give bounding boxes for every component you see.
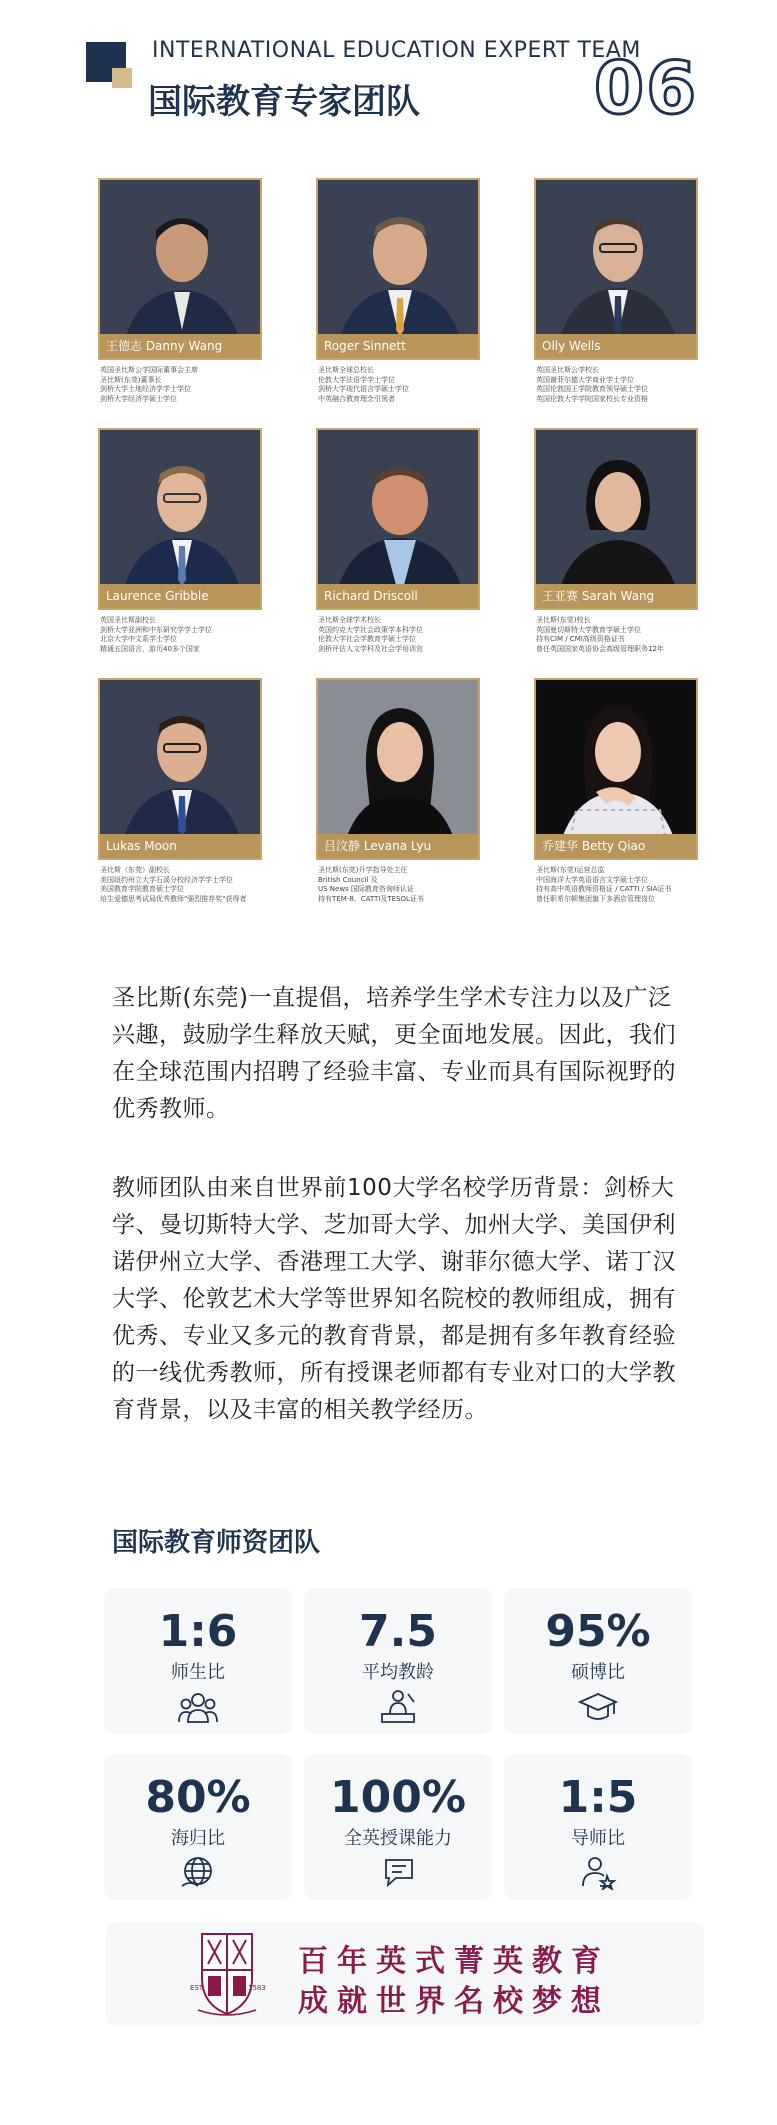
page-number: 06 xyxy=(594,46,699,130)
teacher-name: Laurence Gribble xyxy=(100,584,260,608)
globe-icon xyxy=(178,1854,218,1890)
credential-line: 中英融合教育理念引领者 xyxy=(318,394,395,403)
credential-line: 中国海洋大学英语语言文学硕士学位 xyxy=(536,875,648,884)
credential-line: British Council 及 xyxy=(318,875,378,884)
credential-line: 伦敦大学社会学教育学硕士学位 xyxy=(318,635,416,643)
credential-line: 培生爱德思考试局优秀教师"强烈推荐奖"获得者 xyxy=(100,894,247,903)
stat-card xyxy=(504,1588,692,1734)
teacher-credentials xyxy=(536,366,736,404)
teacher-photo xyxy=(98,678,262,860)
svg-text:1583: 1583 xyxy=(248,1984,266,1992)
credential-line: 美国教育学院教育硕士学位 xyxy=(100,885,184,893)
motto-line-2: 成就世界名校梦想 xyxy=(298,1984,610,2019)
credential-line: 英国伦敦大学学院国家校长专业资格 xyxy=(536,394,648,403)
svg-text:EST.: EST. xyxy=(190,1984,205,1992)
credential-line: 英国曼切斯特大学教育学硕士学位 xyxy=(536,625,641,634)
portrait-icon xyxy=(318,680,480,860)
teacher-name: 王亚赛 Sarah Wang xyxy=(536,584,696,608)
teacher-photo xyxy=(534,178,698,360)
portrait-icon xyxy=(100,430,262,610)
motto-line-1: 百年英式菁英教育 xyxy=(298,1944,610,1979)
credential-line: 圣比斯(东莞)升学指导处主任 xyxy=(318,866,408,874)
credential-line: 持有高中英语教师资格证 / CATTI / SIA证书 xyxy=(536,885,672,893)
logo-square-gold xyxy=(112,68,132,88)
stat-label: 海归比 xyxy=(171,1828,225,1849)
stat-card xyxy=(304,1754,492,1900)
teacher-credentials xyxy=(318,366,518,404)
stat-value: 80% xyxy=(145,1772,251,1823)
credential-line: 曾任英国国家英语协会高级管理职务12年 xyxy=(536,644,664,653)
credential-line: 英国伦敦国王学院教育领导硕士学位 xyxy=(536,385,648,393)
stat-value: 1:5 xyxy=(558,1772,638,1823)
portrait-icon xyxy=(100,180,262,360)
portrait-icon xyxy=(318,430,480,610)
credential-line: US News 国际教育咨询师认证 xyxy=(318,885,414,893)
portrait-icon xyxy=(536,680,698,860)
stats-section-title: 国际教育师资团队 xyxy=(112,1528,321,1558)
credential-line: 圣比斯(东莞)校长 xyxy=(536,616,591,624)
teacher-name: 王德志 Danny Wang xyxy=(100,334,260,358)
stat-label: 导师比 xyxy=(571,1828,625,1849)
teacher-photo xyxy=(98,178,262,360)
intro-paragraph: 圣比斯(东莞)一直提倡，培养学生学术专注力以及广泛兴趣，鼓励学生释放天赋，更全面地发展。因此，我们在全球范围内招聘了经验丰富、专业而具有国际视野的优秀教师。 xyxy=(112,985,676,1122)
teacher-credentials xyxy=(100,866,300,904)
credential-line: 剑桥大学亚洲和中东研究学学士学位 xyxy=(100,625,212,634)
credential-line: 英国谢菲尔德大学商业学士学位 xyxy=(536,375,634,384)
stat-label: 硕博比 xyxy=(571,1662,625,1683)
teacher-photo xyxy=(316,428,480,610)
group-icon xyxy=(178,1688,218,1724)
chat-icon xyxy=(378,1854,418,1890)
stat-card xyxy=(304,1588,492,1734)
credential-line: 英国约克大学社会政策学本科学位 xyxy=(318,625,423,634)
teacher-credentials xyxy=(318,866,518,904)
stat-label: 平均教龄 xyxy=(362,1662,434,1683)
teacher-credentials xyxy=(100,366,300,404)
credential-line: 英国圣比斯副校长 xyxy=(100,616,156,624)
credential-line: 英国圣比斯公学校长 xyxy=(536,366,599,374)
teacher-photo xyxy=(316,678,480,860)
teacher-credentials xyxy=(318,616,518,654)
teacher-name: 吕汶静 Levana Lyu xyxy=(318,834,478,858)
credential-line: 持有CIM / CMI高级资格证书 xyxy=(536,635,625,643)
stat-value: 95% xyxy=(545,1606,651,1657)
teacher-credentials xyxy=(100,616,300,654)
credential-line: 伦敦大学法语学学士学位 xyxy=(318,375,395,384)
teacher-photo xyxy=(534,428,698,610)
credential-line: 圣比斯（东莞）副校长 xyxy=(100,866,170,874)
credential-line: 美国纽约州立大学石溪分校经济学学士学位 xyxy=(100,875,233,884)
teacher-photo xyxy=(534,678,698,860)
mentor-icon xyxy=(578,1854,618,1890)
portrait-icon xyxy=(536,180,698,360)
school-crest-icon xyxy=(188,1930,266,2018)
stat-label: 师生比 xyxy=(171,1662,225,1683)
stat-value: 1:6 xyxy=(158,1606,238,1657)
page-header xyxy=(0,0,777,150)
motto-banner xyxy=(106,1922,704,2026)
lecturer-icon xyxy=(378,1688,418,1724)
teacher-name: Roger Sinnett xyxy=(318,334,478,358)
credential-line: 圣比斯全球学术校长 xyxy=(318,616,381,624)
credential-line: 剑桥大学现代语言学硕士学位 xyxy=(318,385,409,393)
credential-line: 圣比斯(东莞)运营总监 xyxy=(536,866,605,874)
teacher-photo xyxy=(316,178,480,360)
credential-line: 圣比斯(东莞)董事长 xyxy=(100,375,162,384)
graduation-cap-icon xyxy=(578,1688,618,1724)
credential-line: 持有TEM-8、CATTI及TESOL证书 xyxy=(318,894,424,903)
teacher-name: Lukas Moon xyxy=(100,834,260,858)
teacher-photo xyxy=(98,428,262,610)
credential-line: 圣比斯全球总校长 xyxy=(318,366,374,374)
credential-line: 英国圣比斯公学国际董事会主席 xyxy=(100,366,198,374)
chinese-title: 国际教育专家团队 xyxy=(148,82,420,122)
teacher-credentials xyxy=(536,616,736,654)
portrait-icon xyxy=(318,180,480,360)
credential-line: 剑桥大学经济学硕士学位 xyxy=(100,394,177,403)
credential-line: 曾任职希尔顿集团旗下多酒店管理岗位 xyxy=(536,894,655,903)
credential-line: 北京大学中文系学士学位 xyxy=(100,635,177,643)
stat-card xyxy=(504,1754,692,1900)
english-title: INTERNATIONAL EDUCATION EXPERT TEAM xyxy=(152,38,641,63)
credential-line: 精通五国语言，游历40多个国家 xyxy=(100,644,200,653)
teacher-credentials xyxy=(536,866,736,904)
credential-line: 剑桥评估人文学科及社会学培训官 xyxy=(318,644,423,653)
stat-value: 7.5 xyxy=(359,1606,437,1657)
stat-label: 全英授课能力 xyxy=(344,1828,452,1849)
faculty-paragraph: 教师团队由来自世界前100大学名校学历背景：剑桥大学、曼切斯特大学、芝加哥大学、加州大学、美国伊利诺伊州立大学、香港理工大学、谢菲尔德大学、诺丁汉大学、伦敦艺术大学等世界知名院校的教师组成，拥有优秀、专业又多元的教育背景，都是拥有多年教育经验的一线优秀教师，所有授课老师都有专业对口的大学教育背景，以及丰富的相关教学经历。 xyxy=(112,1175,676,1423)
teacher-name: Olly Wells xyxy=(536,334,696,358)
portrait-icon xyxy=(536,430,698,610)
stat-card xyxy=(104,1588,292,1734)
teacher-name: 乔建华 Betty Qiao xyxy=(536,834,696,858)
teacher-name: Richard Driscoll xyxy=(318,584,478,608)
stat-card xyxy=(104,1754,292,1900)
portrait-icon xyxy=(100,680,262,860)
credential-line: 剑桥大学土地经济学学士学位 xyxy=(100,385,191,393)
stat-value: 100% xyxy=(330,1772,466,1823)
